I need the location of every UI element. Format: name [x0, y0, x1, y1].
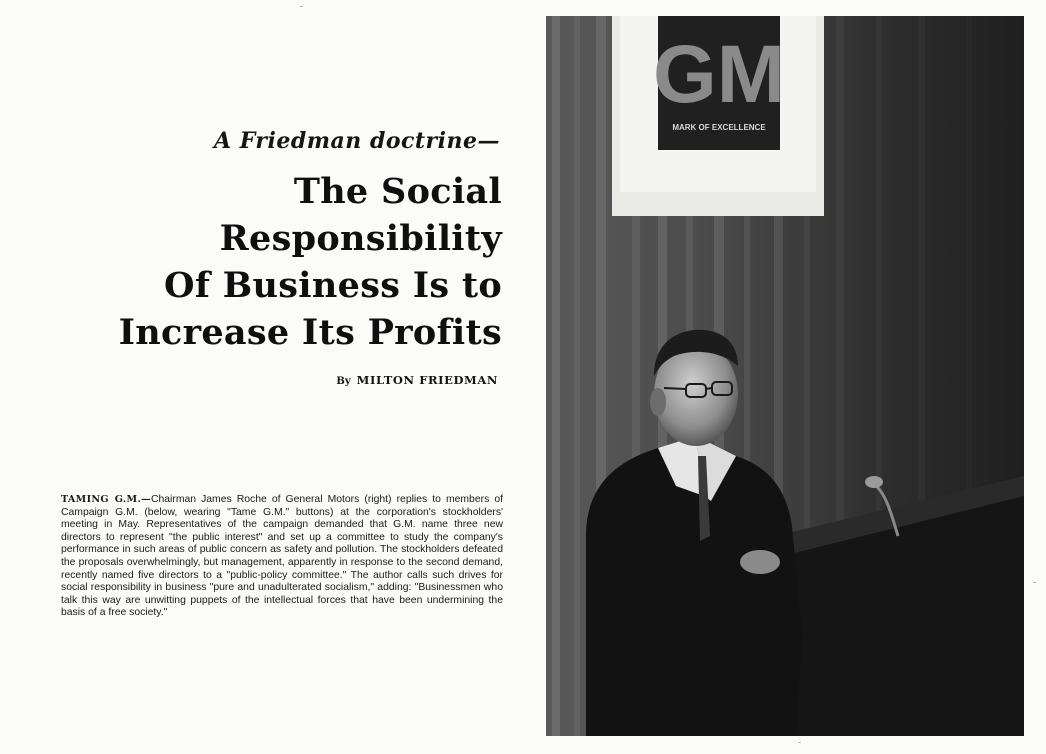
article-kicker: A Friedman doctrine— — [213, 128, 500, 154]
headline-line: The Social — [293, 171, 502, 212]
article-headline — [32, 168, 502, 356]
sign-tagline: MARK OF EXCELLENCE — [672, 123, 766, 132]
paper-speck — [300, 6, 303, 7]
paper-speck — [1033, 582, 1036, 583]
byline-prefix: By — [336, 376, 351, 387]
caption-text: Chairman James Roche of General Motors (right) replies to members of Campaign G.M. (below, wearing "Tame G.M." buttons) at the corporation's stockholders' meeting in May. Representatives of the campaign demanded that G.M. name three new directors to represent "the public interest" and set up a committee to study the company's performance in such areas of public concern as safety and pollution. The stockholders defeated the proposals overwhelmingly, but management, apparently in response to the second demand, recently named five directors to a "public-policy committee." The author calls such drives for social responsibility in business "pure and unadulterated socialism," adding: "Businessmen who talk this way are unwitting puppets of the intellectual forces that have been undermining the basis of a free society." — [61, 494, 503, 619]
headline-line: Of Business Is to — [164, 265, 502, 306]
paper-speck — [798, 742, 801, 743]
sign-logo: GM — [652, 29, 786, 120]
headline-line: Responsibility — [219, 218, 502, 259]
photo-illustration — [546, 16, 1024, 736]
photo-caption — [61, 494, 503, 620]
author-name: MILTON FRIEDMAN — [356, 373, 498, 387]
caption-lead: TAMING G.M.— — [61, 494, 151, 505]
headline-line: Increase Its Profits — [118, 312, 502, 353]
byline — [336, 373, 498, 387]
gm-sign — [612, 16, 824, 216]
chairman-photo — [546, 16, 1024, 736]
